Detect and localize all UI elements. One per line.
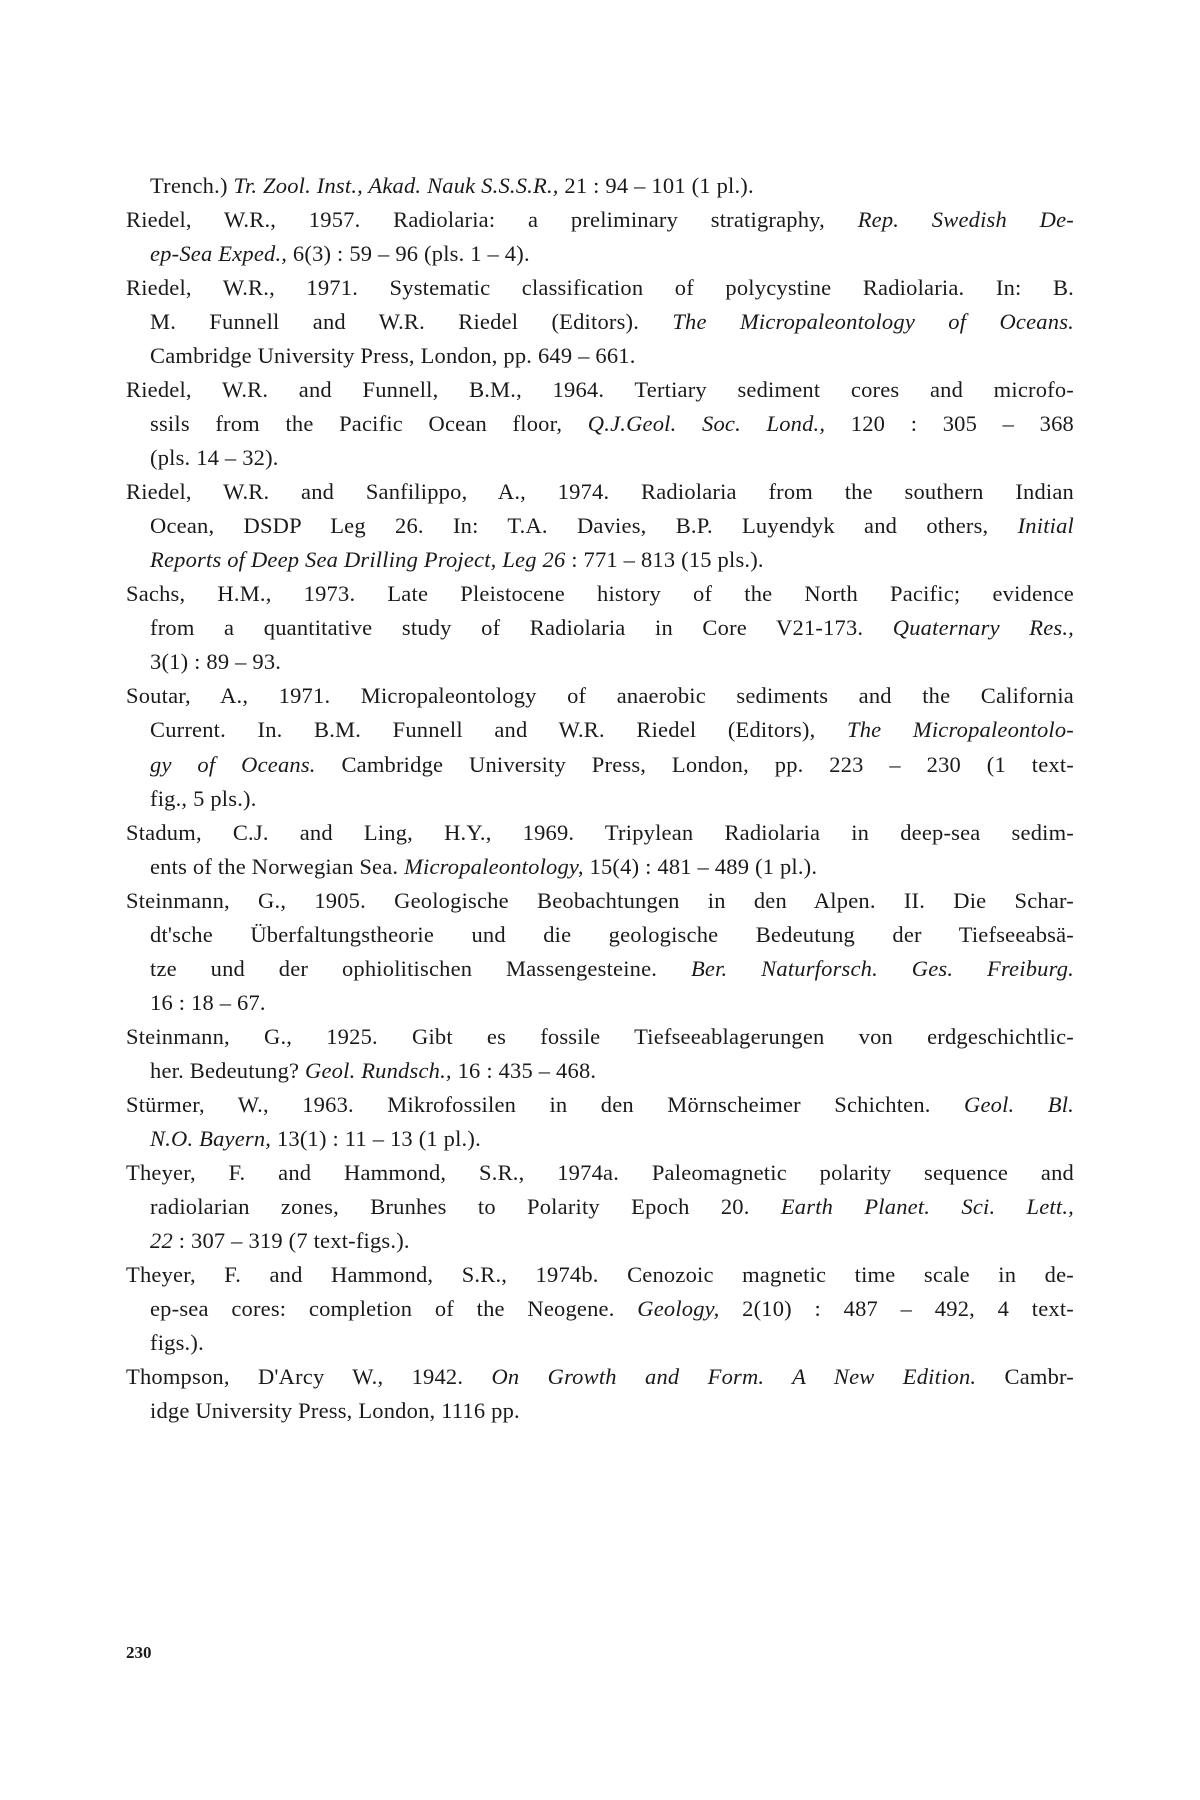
reference-line [150,1292,1074,1326]
citation-text: (pls. 14 – 32). [150,445,279,471]
reference-line [126,679,1074,713]
citation-text: Theyer, F. and Hammond, S.R., 1974b. Cenozoic magnetic time scale in de- [126,1261,1074,1287]
reference-line [150,543,1074,577]
citation-text: 6(3) : 59 – 96 (pls. 1 – 4). [287,241,530,267]
citation-italic-text: Quaternary Res., [892,615,1075,641]
reference-line [150,237,1074,271]
reference-line [126,816,1074,850]
reference-line [126,203,1074,237]
reference-line [150,986,1074,1020]
citation-text: fig., 5 pls.). [150,785,257,811]
citation-text: Cambr- [976,1364,1074,1390]
reference-line [126,475,1074,509]
citation-text: ssils from the Pacific Ocean floor, [150,411,588,437]
citation-italic-text: ep-Sea Exped., [150,241,288,267]
reference-line [150,713,1074,747]
reference-line [126,373,1074,407]
citation-italic-text: Rep. Swedish De- [857,207,1074,233]
citation-text: Current. In. B.M. Funnell and W.R. Riedel (Editors), [150,717,848,743]
citation-text: 2(10) : 487 – 492, 4 text- [719,1295,1074,1321]
citation-text: Stadum, C.J. and Ling, H.Y., 1969. Tripylean Radiolaria in deep-sea sedim- [126,819,1074,845]
citation-text: Cambridge University Press, London, pp. 649 – 661. [150,343,636,369]
citation-text: : 771 – 813 (15 pls.). [565,547,764,573]
citation-text: ents of the Norwegian Sea. [150,853,405,879]
citation-text: 13(1) : 11 – 13 (1 pl.). [271,1125,481,1151]
reference-line [150,1054,1074,1088]
citation-italic-text: The Micropaleontolo- [847,717,1075,743]
citation-italic-text: N.O. Bayern, [150,1125,272,1151]
citation-text: Cambridge University Press, London, pp. 223 – 230 (1 text- [315,751,1074,777]
citation-italic-text: Q.J.Geol. Soc. Lond., [587,411,826,437]
citation-text: Riedel, W.R. and Sanfilippo, A., 1974. Radiolaria from the southern Indian [126,479,1074,505]
reference-line [126,1360,1074,1394]
citation-italic-text: 22 [150,1227,173,1253]
citation-text: idge University Press, London, 1116 pp. [150,1398,520,1424]
reference-line [150,782,1074,816]
reference-line [150,339,1074,373]
reference-line [150,509,1074,543]
reference-line [126,1258,1074,1292]
citation-italic-text: Earth Planet. Sci. Lett., [780,1193,1074,1219]
reference-line [150,748,1074,782]
citation-text: 16 : 18 – 67. [150,989,266,1015]
reference-line [150,850,1074,884]
citation-text: dt'sche Überfaltungstheorie und die geologische Bedeutung der Tiefseeabsä- [150,921,1074,947]
reference-line [150,1190,1074,1224]
citation-text: Thompson, D'Arcy W., 1942. [126,1364,492,1390]
reference-line [150,645,1074,679]
citation-text: radiolarian zones, Brunhes to Polarity Epoch 20. [150,1193,781,1219]
citation-italic-text: Tr. Zool. Inst., Akad. Nauk S.S.S.R., [233,173,559,198]
citation-italic-text: gy of Oceans. [150,751,316,777]
citation-text: ep-sea cores: completion of the Neogene. [150,1295,638,1321]
reference-line [150,952,1074,986]
citation-text: from a quantitative study of Radiolaria in Core V21-173. [150,615,893,641]
citation-text: Riedel, W.R., 1957. Radiolaria: a preliminary stratigraphy, [126,207,858,233]
citation-text: Steinmann, G., 1905. Geologische Beobachtungen in den Alpen. II. Die Schar- [126,887,1074,913]
citation-italic-text: Initial [1017,513,1074,539]
citation-italic-text: On Growth and Form. A New Edition. [491,1364,977,1390]
reference-line [126,271,1074,305]
citation-italic-text: Micropaleontology, [404,853,584,879]
citation-text: her. Bedeutung? [150,1057,306,1083]
citation-text: tze und der ophiolitischen Massengesteine. [150,955,691,981]
reference-line [150,441,1074,475]
citation-text: Riedel, W.R. and Funnell, B.M., 1964. Tertiary sediment cores and microfo- [126,377,1074,403]
page-number: 230 [126,1643,152,1662]
citation-italic-text: Reports of Deep Sea Drilling Project, Leg 26 [150,547,566,573]
reference-line [126,1088,1074,1122]
reference-line [126,1156,1074,1190]
reference-line [150,1394,1074,1428]
citation-text: M. Funnell and W.R. Riedel (Editors). [150,309,673,335]
reference-line [150,407,1074,441]
reference-line [126,1020,1074,1054]
citation-italic-text: Geol. Bl. [964,1091,1074,1117]
citation-text: 16 : 435 – 468. [451,1057,597,1083]
citation-text: Trench.) [150,173,234,198]
citation-italic-text: Geol. Rundsch., [305,1057,452,1083]
reference-line [150,305,1074,339]
reference-line [150,1224,1074,1258]
citation-italic-text: Ber. Naturforsch. Ges. Freiburg. [690,955,1074,981]
citation-text: Theyer, F. and Hammond, S.R., 1974a. Paleomagnetic polarity sequence and [126,1159,1074,1185]
citation-text: Steinmann, G., 1925. Gibt es fossile Tiefseeablagerungen von erdgeschichtlic- [126,1023,1074,1049]
citation-text: : 307 – 319 (7 text-figs.). [172,1227,410,1253]
citation-italic-text: Geology, [637,1295,720,1321]
reference-line [150,918,1074,952]
reference-line [150,1326,1074,1360]
citation-text: 15(4) : 481 – 489 (1 pl.). [583,853,818,879]
citation-text: 3(1) : 89 – 93. [150,649,282,675]
reference-line [150,611,1074,645]
citation-text: figs.). [150,1330,204,1356]
reference-line [126,577,1074,611]
reference-line [150,169,1074,203]
citation-text: Ocean, DSDP Leg 26. In: T.A. Davies, B.P. Luyendyk and others, [150,513,1018,539]
citation-text: Stürmer, W., 1963. Mikrofossilen in den Mörnscheimer Schichten. [126,1091,964,1117]
reference-line [150,1122,1074,1156]
citation-text: Sachs, H.M., 1973. Late Pleistocene history of the North Pacific; evidence [126,581,1074,607]
citation-text: 21 : 94 – 101 (1 pl.). [558,173,754,198]
citation-text: Riedel, W.R., 1971. Systematic classification of polycystine Radiolaria. In: B. [126,275,1074,301]
citation-text: 120 : 305 – 368 [825,411,1075,437]
reference-line [126,884,1074,918]
citation-italic-text: The Micropaleontology of Oceans. [672,309,1074,335]
citation-text: Soutar, A., 1971. Micropaleontology of anaerobic sediments and the California [126,683,1074,709]
